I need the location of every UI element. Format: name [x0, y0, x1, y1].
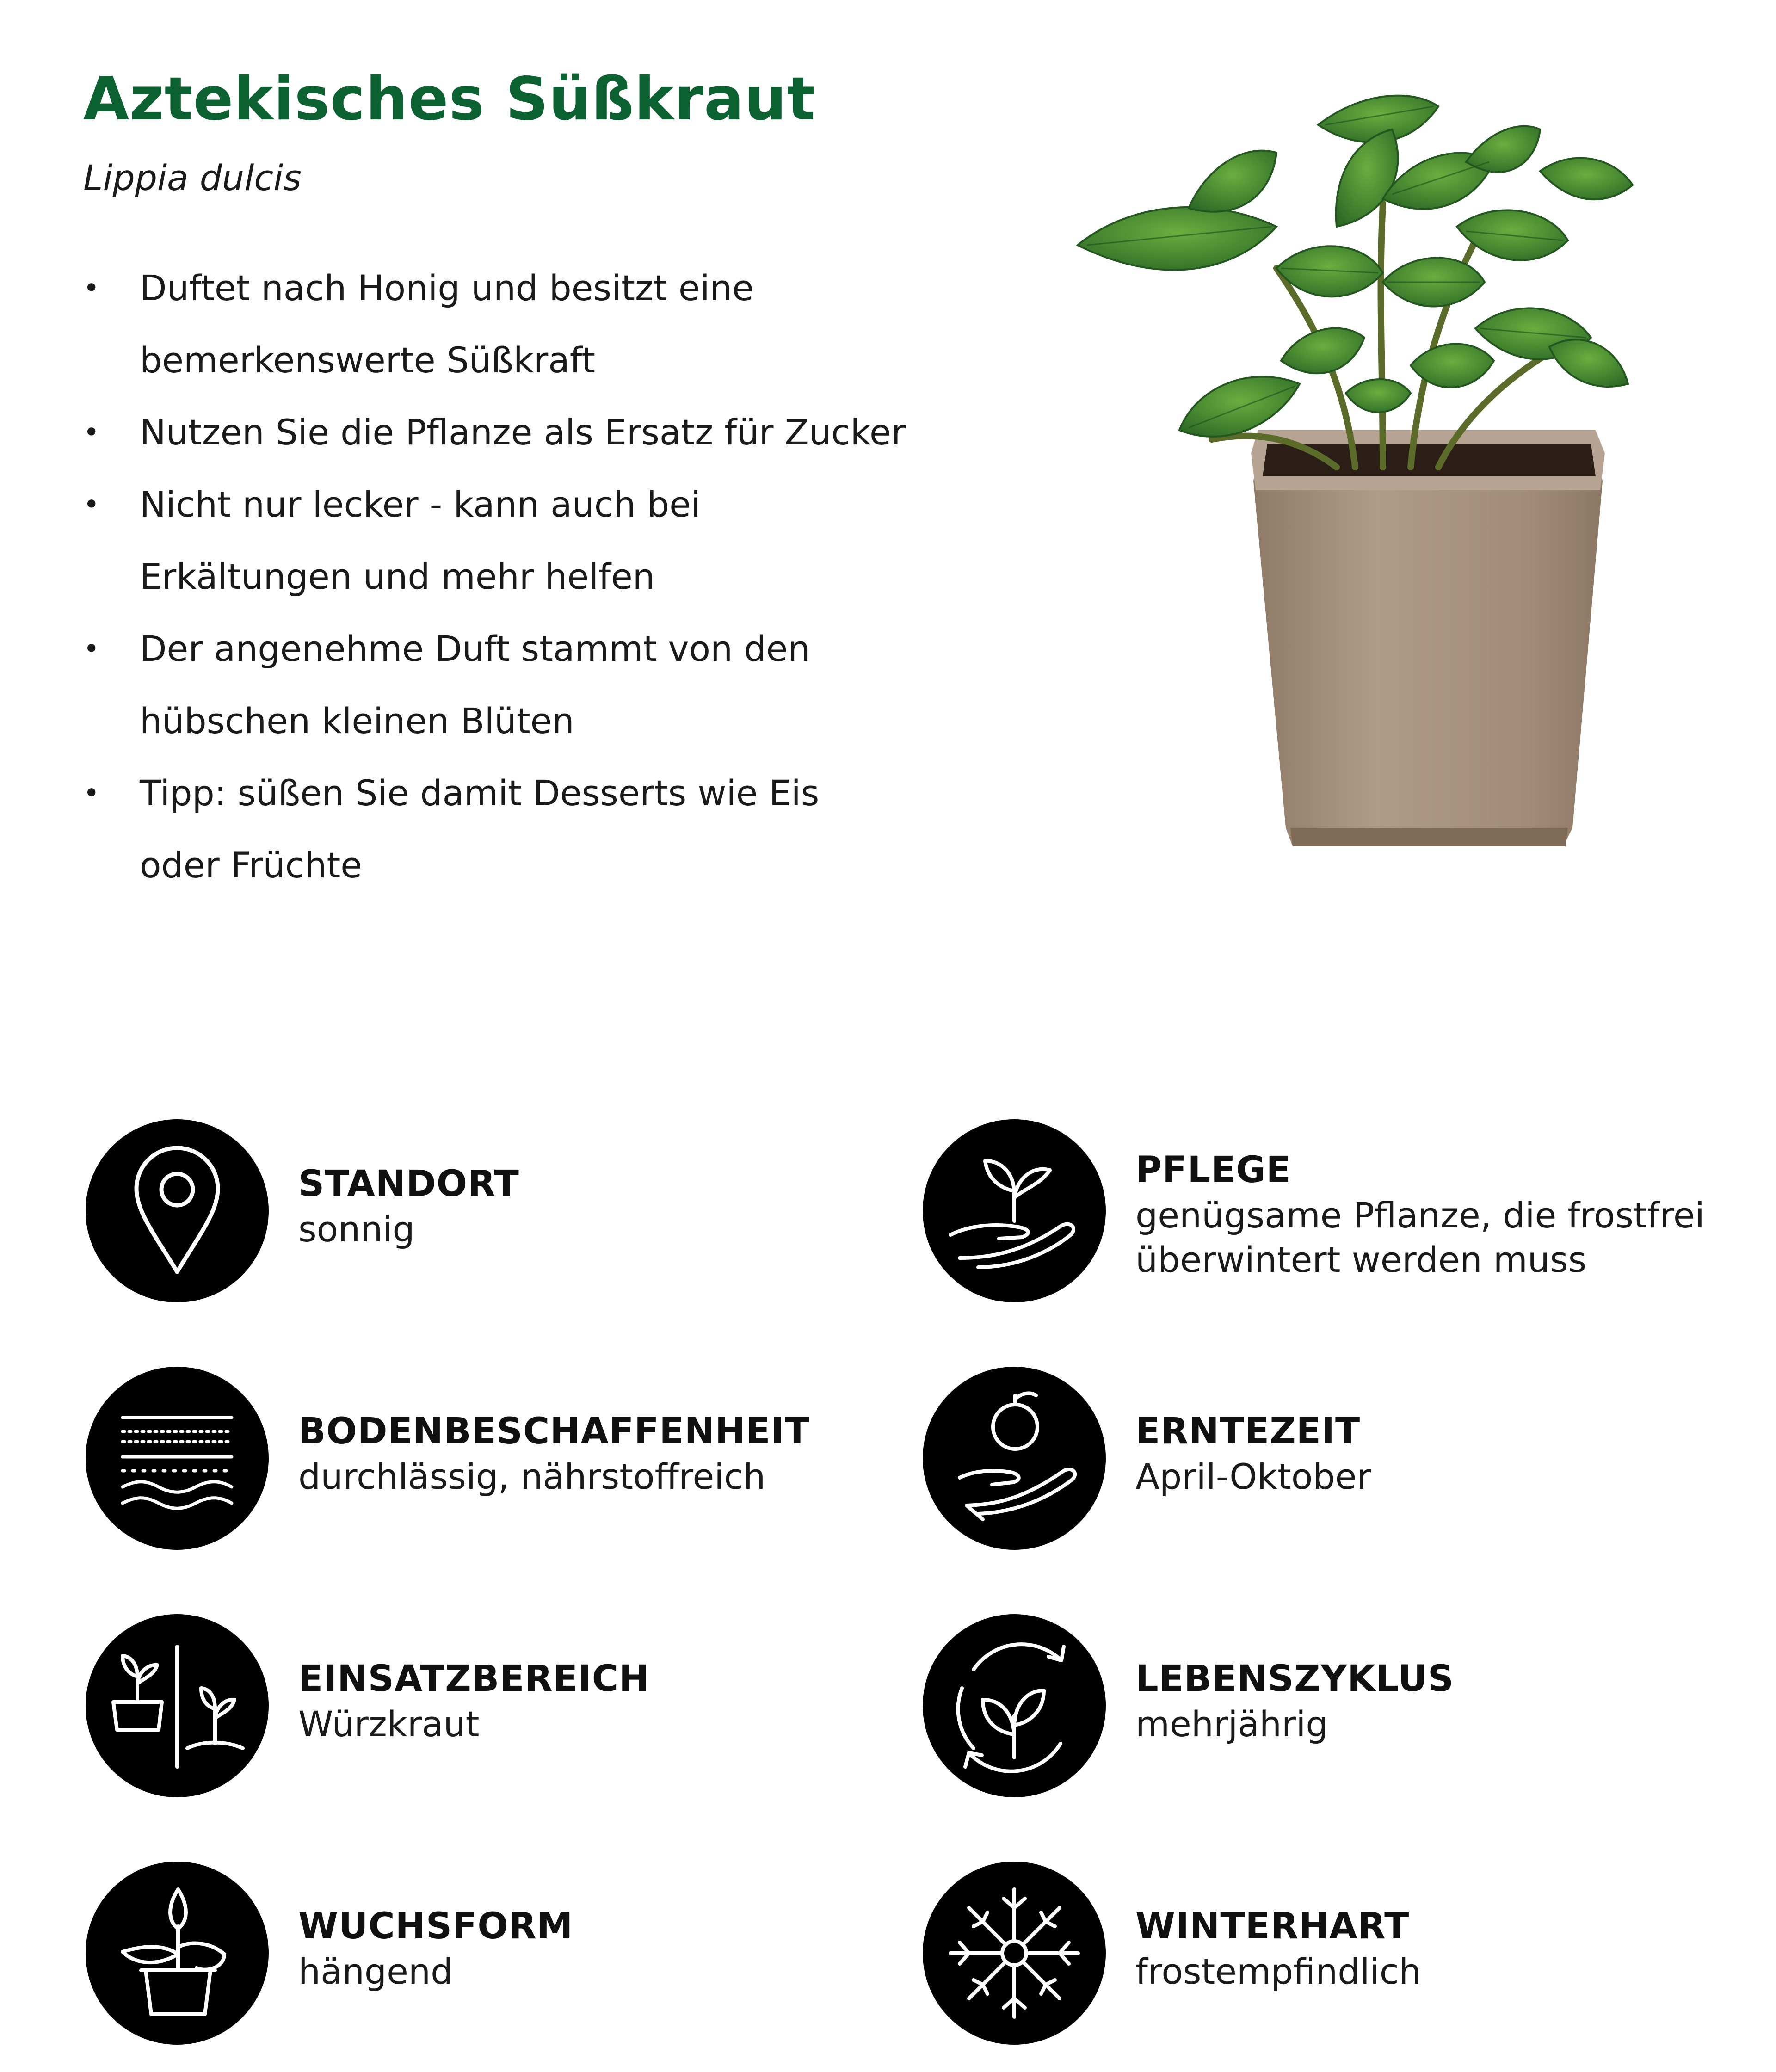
- feature-value: genügsame Pflanze, die frostfrei: [1135, 1195, 1705, 1236]
- bullet-line: Nutzen Sie die Pflanze als Ersatz für Zucker: [140, 412, 906, 453]
- feature-label: PFLEGE: [1135, 1149, 1291, 1191]
- bullet-line: bemerkenswerte Süßkraft: [140, 339, 596, 381]
- bullet-line: Der angenehme Duft stammt von den: [140, 628, 810, 669]
- feature-value: April-Oktober: [1135, 1456, 1371, 1497]
- feature-winterhart: [923, 1862, 1755, 2047]
- bullet-line: Erkältungen und mehr helfen: [140, 556, 655, 597]
- feature-value: überwintert werden muss: [1135, 1239, 1587, 1280]
- bullet-item: [83, 396, 939, 469]
- bullet-line: Nicht nur lecker - kann auch bei: [140, 484, 701, 525]
- bullet-dot: •: [83, 272, 100, 304]
- bullet-dot: •: [83, 633, 100, 665]
- feature-wuchsform: [86, 1862, 872, 2047]
- feature-erntezeit: [923, 1367, 1755, 1552]
- bullet-dot: •: [83, 416, 100, 449]
- feature-value: durchlässig, nährstoffreich: [298, 1456, 766, 1497]
- latin-name: Lippia dulcis: [83, 157, 302, 198]
- feature-label: LEBENSZYKLUS: [1135, 1658, 1455, 1700]
- life-cycle-icon: [923, 1614, 1106, 1797]
- product-title: Aztekisches Süßkraut: [83, 65, 816, 134]
- feature-label: WUCHSFORM: [298, 1906, 574, 1947]
- plant-in-hand-icon: [923, 1119, 1106, 1302]
- bullet-item: [83, 469, 939, 613]
- bullet-item: [83, 252, 939, 396]
- feature-value: Würzkraut: [298, 1703, 480, 1745]
- harvest-fruit-hand-icon: [923, 1367, 1106, 1550]
- feature-value: hängend: [298, 1951, 453, 1992]
- bullet-dot: •: [83, 777, 100, 809]
- snowflake-icon: [923, 1862, 1106, 2045]
- feature-pflege: [923, 1119, 1755, 1304]
- feature-einsatzbereich: [86, 1614, 872, 1799]
- potted-plant-icon: [86, 1862, 269, 2045]
- feature-label: STANDORT: [298, 1163, 519, 1205]
- location-pin-icon: [86, 1119, 269, 1302]
- feature-label: WINTERHART: [1135, 1906, 1410, 1947]
- bullet-item: [83, 757, 939, 901]
- bullet-dot: •: [83, 488, 100, 521]
- feature-value: mehrjährig: [1135, 1703, 1328, 1745]
- soil-layers-icon: [86, 1367, 269, 1550]
- feature-label: ERNTEZEIT: [1135, 1411, 1361, 1452]
- feature-label: BODENBESCHAFFENHEIT: [298, 1411, 810, 1452]
- bullet-line: oder Früchte: [140, 845, 363, 886]
- feature-bullet-list: [83, 252, 939, 901]
- bullet-item: [83, 613, 939, 757]
- feature-bodenbeschaffenheit: [86, 1367, 872, 1552]
- feature-value: sonnig: [298, 1209, 415, 1250]
- feature-label: EINSATZBEREICH: [298, 1658, 650, 1700]
- feature-lebenszyklus: [923, 1614, 1755, 1799]
- pot-and-garden-icon: [86, 1614, 269, 1797]
- bullet-line: hübschen kleinen Blüten: [140, 700, 574, 741]
- bullet-line: Tipp: süßen Sie damit Desserts wie Eis: [140, 772, 820, 814]
- plant-in-pot-image: [1059, 88, 1679, 874]
- feature-standort: [86, 1119, 872, 1304]
- bullet-line: Duftet nach Honig und besitzt eine: [140, 267, 754, 308]
- feature-value: frostempfindlich: [1135, 1951, 1421, 1992]
